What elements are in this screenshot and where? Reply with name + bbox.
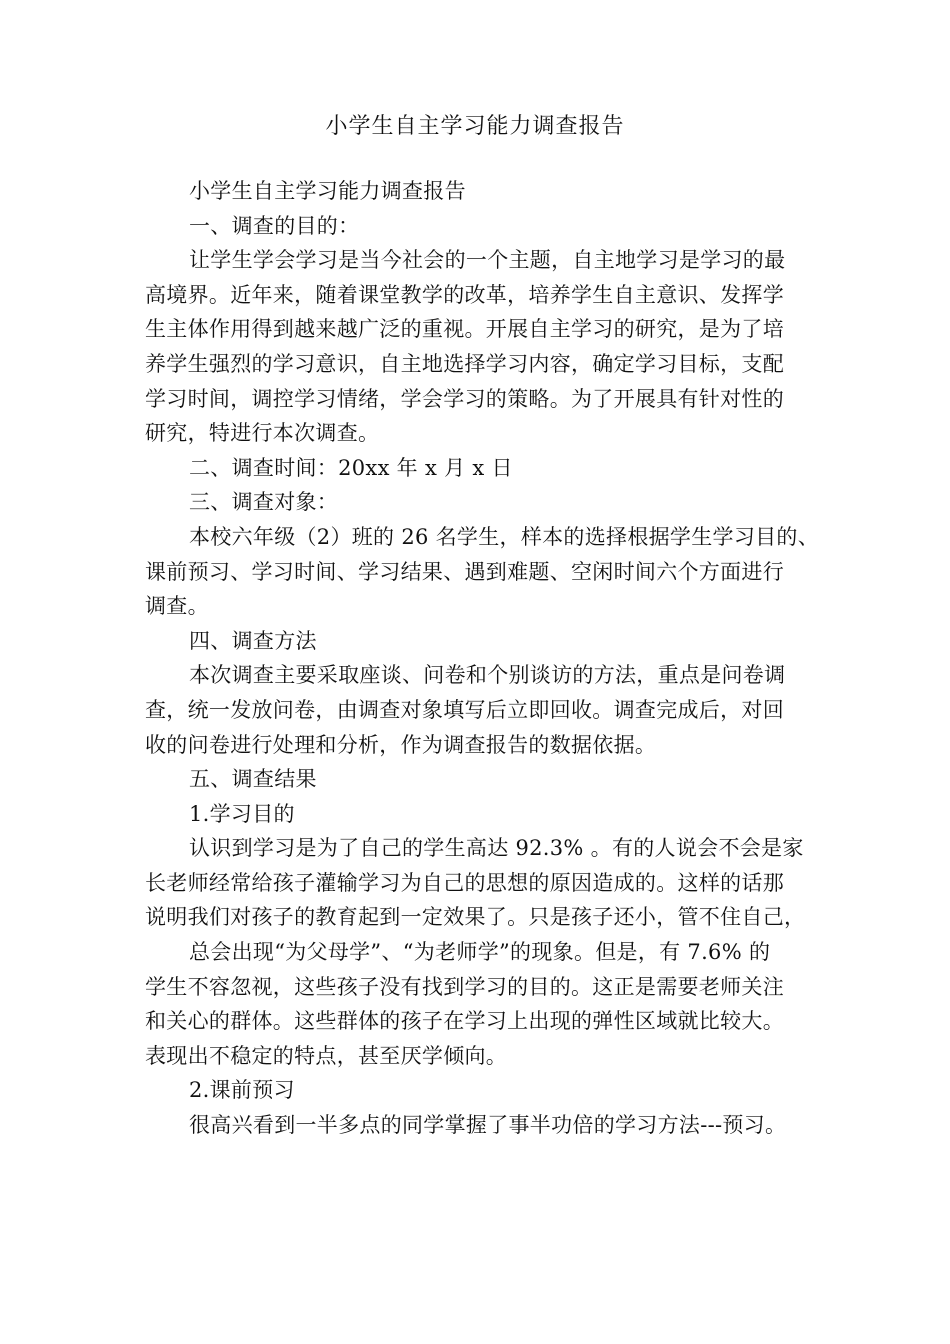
body-line: 表现出不稳定的特点，甚至厌学倾向。 [145, 1043, 508, 1068]
body-line: 三、调查对象： [189, 490, 339, 515]
body-line: 说明我们对孩子的教育起到一定效果了。只是孩子还小，管不住自己， [145, 905, 806, 930]
body-line: 生主体作用得到越来越广泛的重视。开展自主学习的研究，是为了培 [145, 317, 784, 342]
body-line: 一、调查的目的： [189, 213, 360, 238]
body-line: 2.课前预习 [189, 1078, 295, 1103]
body-line: 研究，特进行本次调查。 [145, 421, 380, 446]
body-line: 调查。 [145, 594, 209, 619]
body-line: 和关心的群体。这些群体的孩子在学习上出现的弹性区域就比较大。 [145, 1009, 784, 1034]
body-line: 认识到学习是为了自己的学生高达 92.3% 。有的人说会不会是家 [189, 836, 804, 861]
body-line: 高境界。近年来，随着课堂教学的改革，培养学生自主意识、发挥学 [145, 282, 784, 307]
body-line: 很高兴看到一半多点的同学掌握了事半功倍的学习方法---预习。 [189, 1113, 787, 1138]
document-title: 小学生自主学习能力调查报告 [325, 114, 625, 139]
body-line: 收的问卷进行处理和分析，作为调查报告的数据依据。 [145, 732, 657, 757]
body-line: 本校六年级（2）班的 26 名学生，样本的选择根据学生学习目的、 [189, 524, 820, 549]
body-line: 查，统一发放问卷，由调查对象填写后立即回收。调查完成后，对回 [145, 697, 784, 722]
body-line: 养学生强烈的学习意识，自主地选择学习内容，确定学习目标，支配 [145, 351, 784, 376]
body-line: 课前预习、学习时间、学习结果、遇到难题、空闲时间六个方面进行 [145, 559, 784, 584]
body-line: 让学生学会学习是当今社会的一个主题，自主地学习是学习的最 [189, 248, 786, 273]
body-line: 长老师经常给孩子灌输学习为自己的思想的原因造成的。这样的话那 [145, 870, 784, 895]
body-line: 学生不容忽视，这些孩子没有找到学习的目的。这正是需要老师关注 [145, 974, 784, 999]
body-line: 1.学习目的 [189, 801, 295, 826]
body-line: 五、调查结果 [189, 767, 317, 792]
body-line: 总会出现“为父母学”、“为老师学”的现象。但是，有 7.6% 的 [189, 940, 771, 965]
body-line: 四、调查方法 [189, 628, 317, 653]
body-line: 二、调查时间：20xx 年 x 月 x 日 [189, 455, 513, 480]
body-line: 学习时间，调控学习情绪，学会学习的策略。为了开展具有针对性的 [145, 386, 784, 411]
body-line: 小学生自主学习能力调查报告 [189, 179, 466, 203]
body-line: 本次调查主要采取座谈、问卷和个别谈访的方法，重点是问卷调 [189, 663, 786, 688]
document-body [145, 174, 820, 1143]
